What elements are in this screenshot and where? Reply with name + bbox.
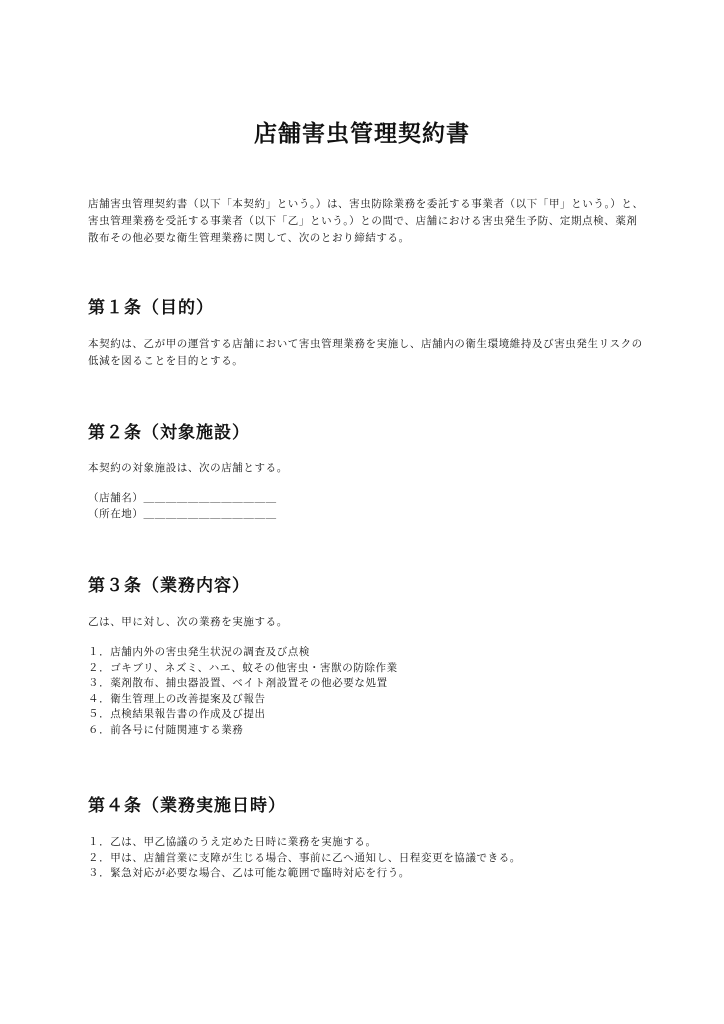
store-name-field: （店舗名）＿＿＿＿＿＿＿＿＿＿＿＿	[88, 492, 277, 504]
list-item: ２．甲は、店舗営業に支障が生じる場合、事前に乙へ通知し、日程変更を協議できる。	[88, 851, 521, 864]
document-title: 店舗害虫管理契約書	[254, 121, 470, 147]
article-4-list	[88, 835, 644, 882]
list-item: ４．衛生管理上の改善提案及び報告	[88, 692, 266, 705]
list-item: ６．前各号に付随関連する業務	[88, 723, 244, 736]
list-item: １．店舗内外の害虫発生状況の調査及び点検	[88, 646, 310, 658]
article-2-heading: 第２条（対象施設）	[88, 423, 250, 443]
preamble-text: 店舗害虫管理契約書（以下「本契約」という。）は、害虫防除業務を委託する事業者（以下「甲」という。）と、害虫管理業務を受託する事業者（以下「乙」という。）との間で、店舗における害虫発生予防、定期点検、薬剤散布その他必要な衛生管理業務に関して、次のとおり締結する。	[88, 198, 644, 244]
list-item: ３．薬剤散布、捕虫器設置、ベイト剤設置その他必要な処置	[88, 677, 388, 689]
facility-fields	[88, 491, 644, 522]
article-1-body: 本契約は、乙が甲の運営する店舗において害虫管理業務を実施し、店舗内の衛生環境維持及び害虫発生リスクの低減を図ることを目的とする。	[88, 338, 643, 367]
article-3-list	[88, 645, 644, 738]
article-4-heading: 第４条（業務実施日時）	[88, 796, 286, 816]
list-item: ３．緊急対応が必要な場合、乙は可能な範囲で臨時対応を行う。	[88, 867, 410, 879]
article-3-body: 乙は、甲に対し、次の業務を実施する。	[88, 616, 288, 628]
list-item: ５．点検結果報告書の作成及び提出	[88, 708, 266, 720]
article-3-heading: 第３条（業務内容）	[88, 576, 250, 596]
list-item: ２．ゴキブリ、ネズミ、ハエ、蚊その他害虫・害獣の防除作業	[88, 661, 398, 674]
article-1-heading: 第１条（目的）	[88, 298, 214, 318]
list-item: １．乙は、甲乙協議のうえ定めた日時に業務を実施する。	[88, 836, 377, 848]
address-field: （所在地）＿＿＿＿＿＿＿＿＿＿＿＿	[88, 507, 277, 520]
article-2-body: 本契約の対象施設は、次の店舗とする。	[88, 462, 288, 474]
